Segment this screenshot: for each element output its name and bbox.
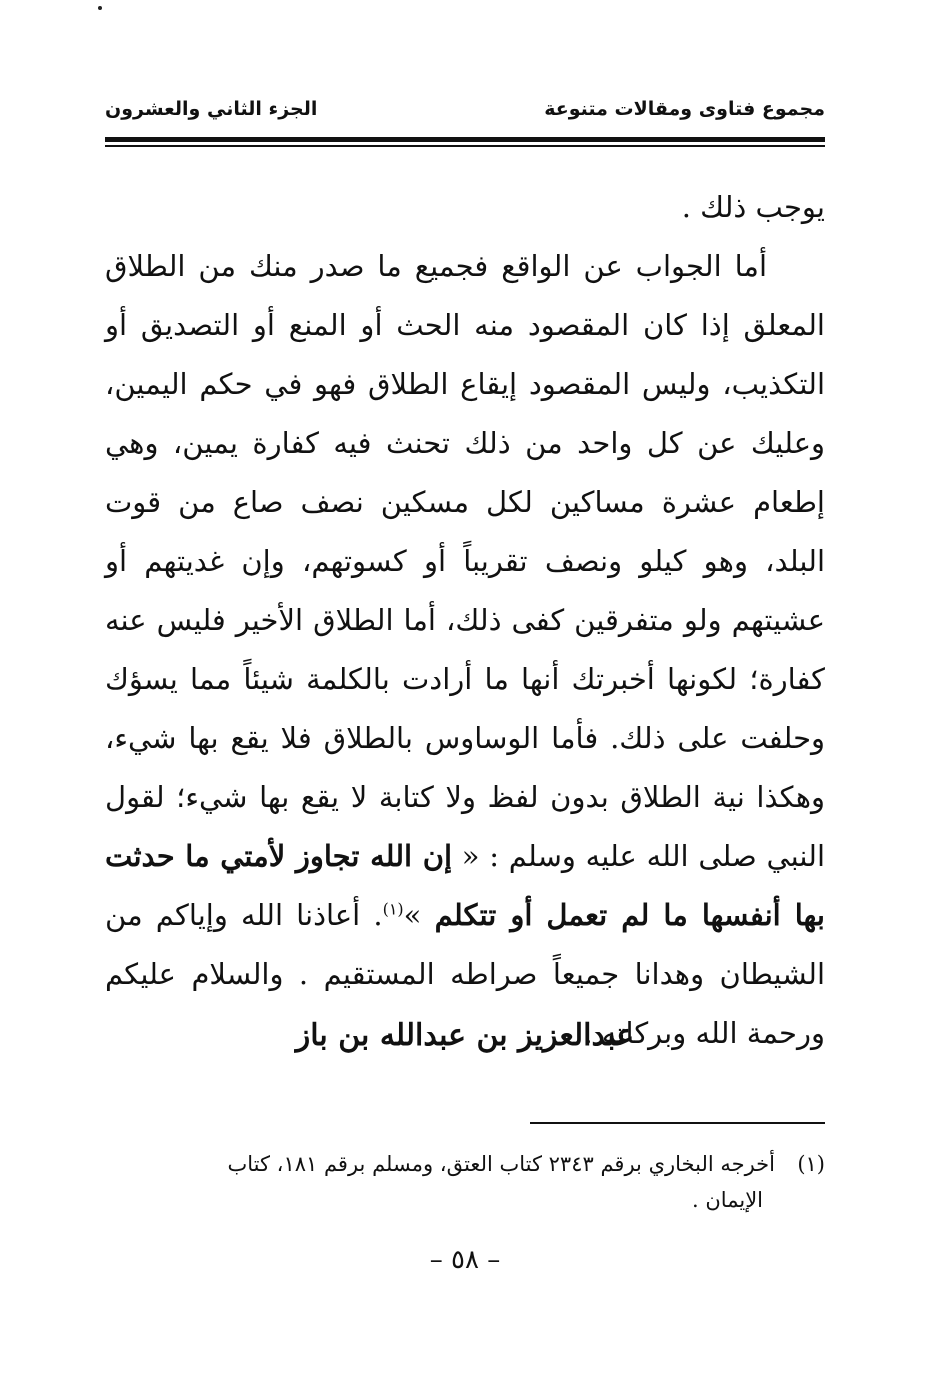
closing-text: . أعاذنا الله وإياكم من الشيطان وهدانا جميعاً صراطه المستقيم . والسلام عليكم ورحمة الله وبركاته . (105, 898, 825, 1050)
hadith-close-quote: » (403, 898, 422, 932)
running-header (105, 98, 825, 130)
footnote (105, 1146, 825, 1218)
footnote-marker: (١) (382, 899, 404, 919)
opening-line: يوجب ذلك . (681, 190, 825, 224)
page-number: – ٥٨ – (429, 1245, 501, 1275)
main-text (105, 178, 825, 1063)
header-book-title: مجموع فتاوى ومقالات متنوعة (544, 98, 825, 120)
footnote-separator (530, 1122, 825, 1124)
header-rule-thick (105, 137, 825, 142)
signature: عبدالعزيز بن عبدالله بن باز (295, 1018, 635, 1053)
footnote-continuation: الإيمان . (692, 1188, 763, 1212)
footnote-number: (١) (797, 1152, 825, 1176)
hadith-quote: إن الله تجاوز لأمتي ما حدثت بها أنفسها ما لم تعمل أو تتكلم (105, 839, 825, 932)
paragraph-text: أما الجواب عن الواقع فجميع ما صدر منك من الطلاق المعلق إذا كان المقصود منه الحث أو المنع أو التصديق أو التكذيب، وليس المقصود إيقاع الطلاق فهو في حكم اليمين، وعليك عن كل واحد من ذلك تحنث فيه كفارة يمين، وهي إطعام عشرة مساكين لكل مسكين نصف صاع من قوت البلد، وهو كيلو ونصف تقريباً أو كسوتهم، وإن غديتهم أو عشيتهم ولو متفرقين كفى ذلك، أما الطلاق الأخير فليس عنه كفارة؛ لكونها أخبرتك أنها ما أرادت بالكلمة شيئاً مما يسؤك وحلفت على ذلك. فأما الوساوس بالطلاق فلا يقع بها شيء، وهكذا نية الطلاق بدون لفظ ولا كتابة لا يقع بها شيء؛ لقول النبي صلى الله عليه وسلم : (105, 249, 826, 873)
hadith-open-quote: « (461, 839, 480, 873)
footnote-text: أخرجه البخاري برقم ٢٣٤٣ كتاب العتق، ومسلم برقم ١٨١، كتاب (227, 1152, 775, 1176)
header-rule-thin (105, 145, 825, 147)
scan-speck (98, 6, 102, 10)
header-volume: الجزء الثاني والعشرون (105, 98, 318, 120)
main-paragraph (105, 237, 825, 1063)
